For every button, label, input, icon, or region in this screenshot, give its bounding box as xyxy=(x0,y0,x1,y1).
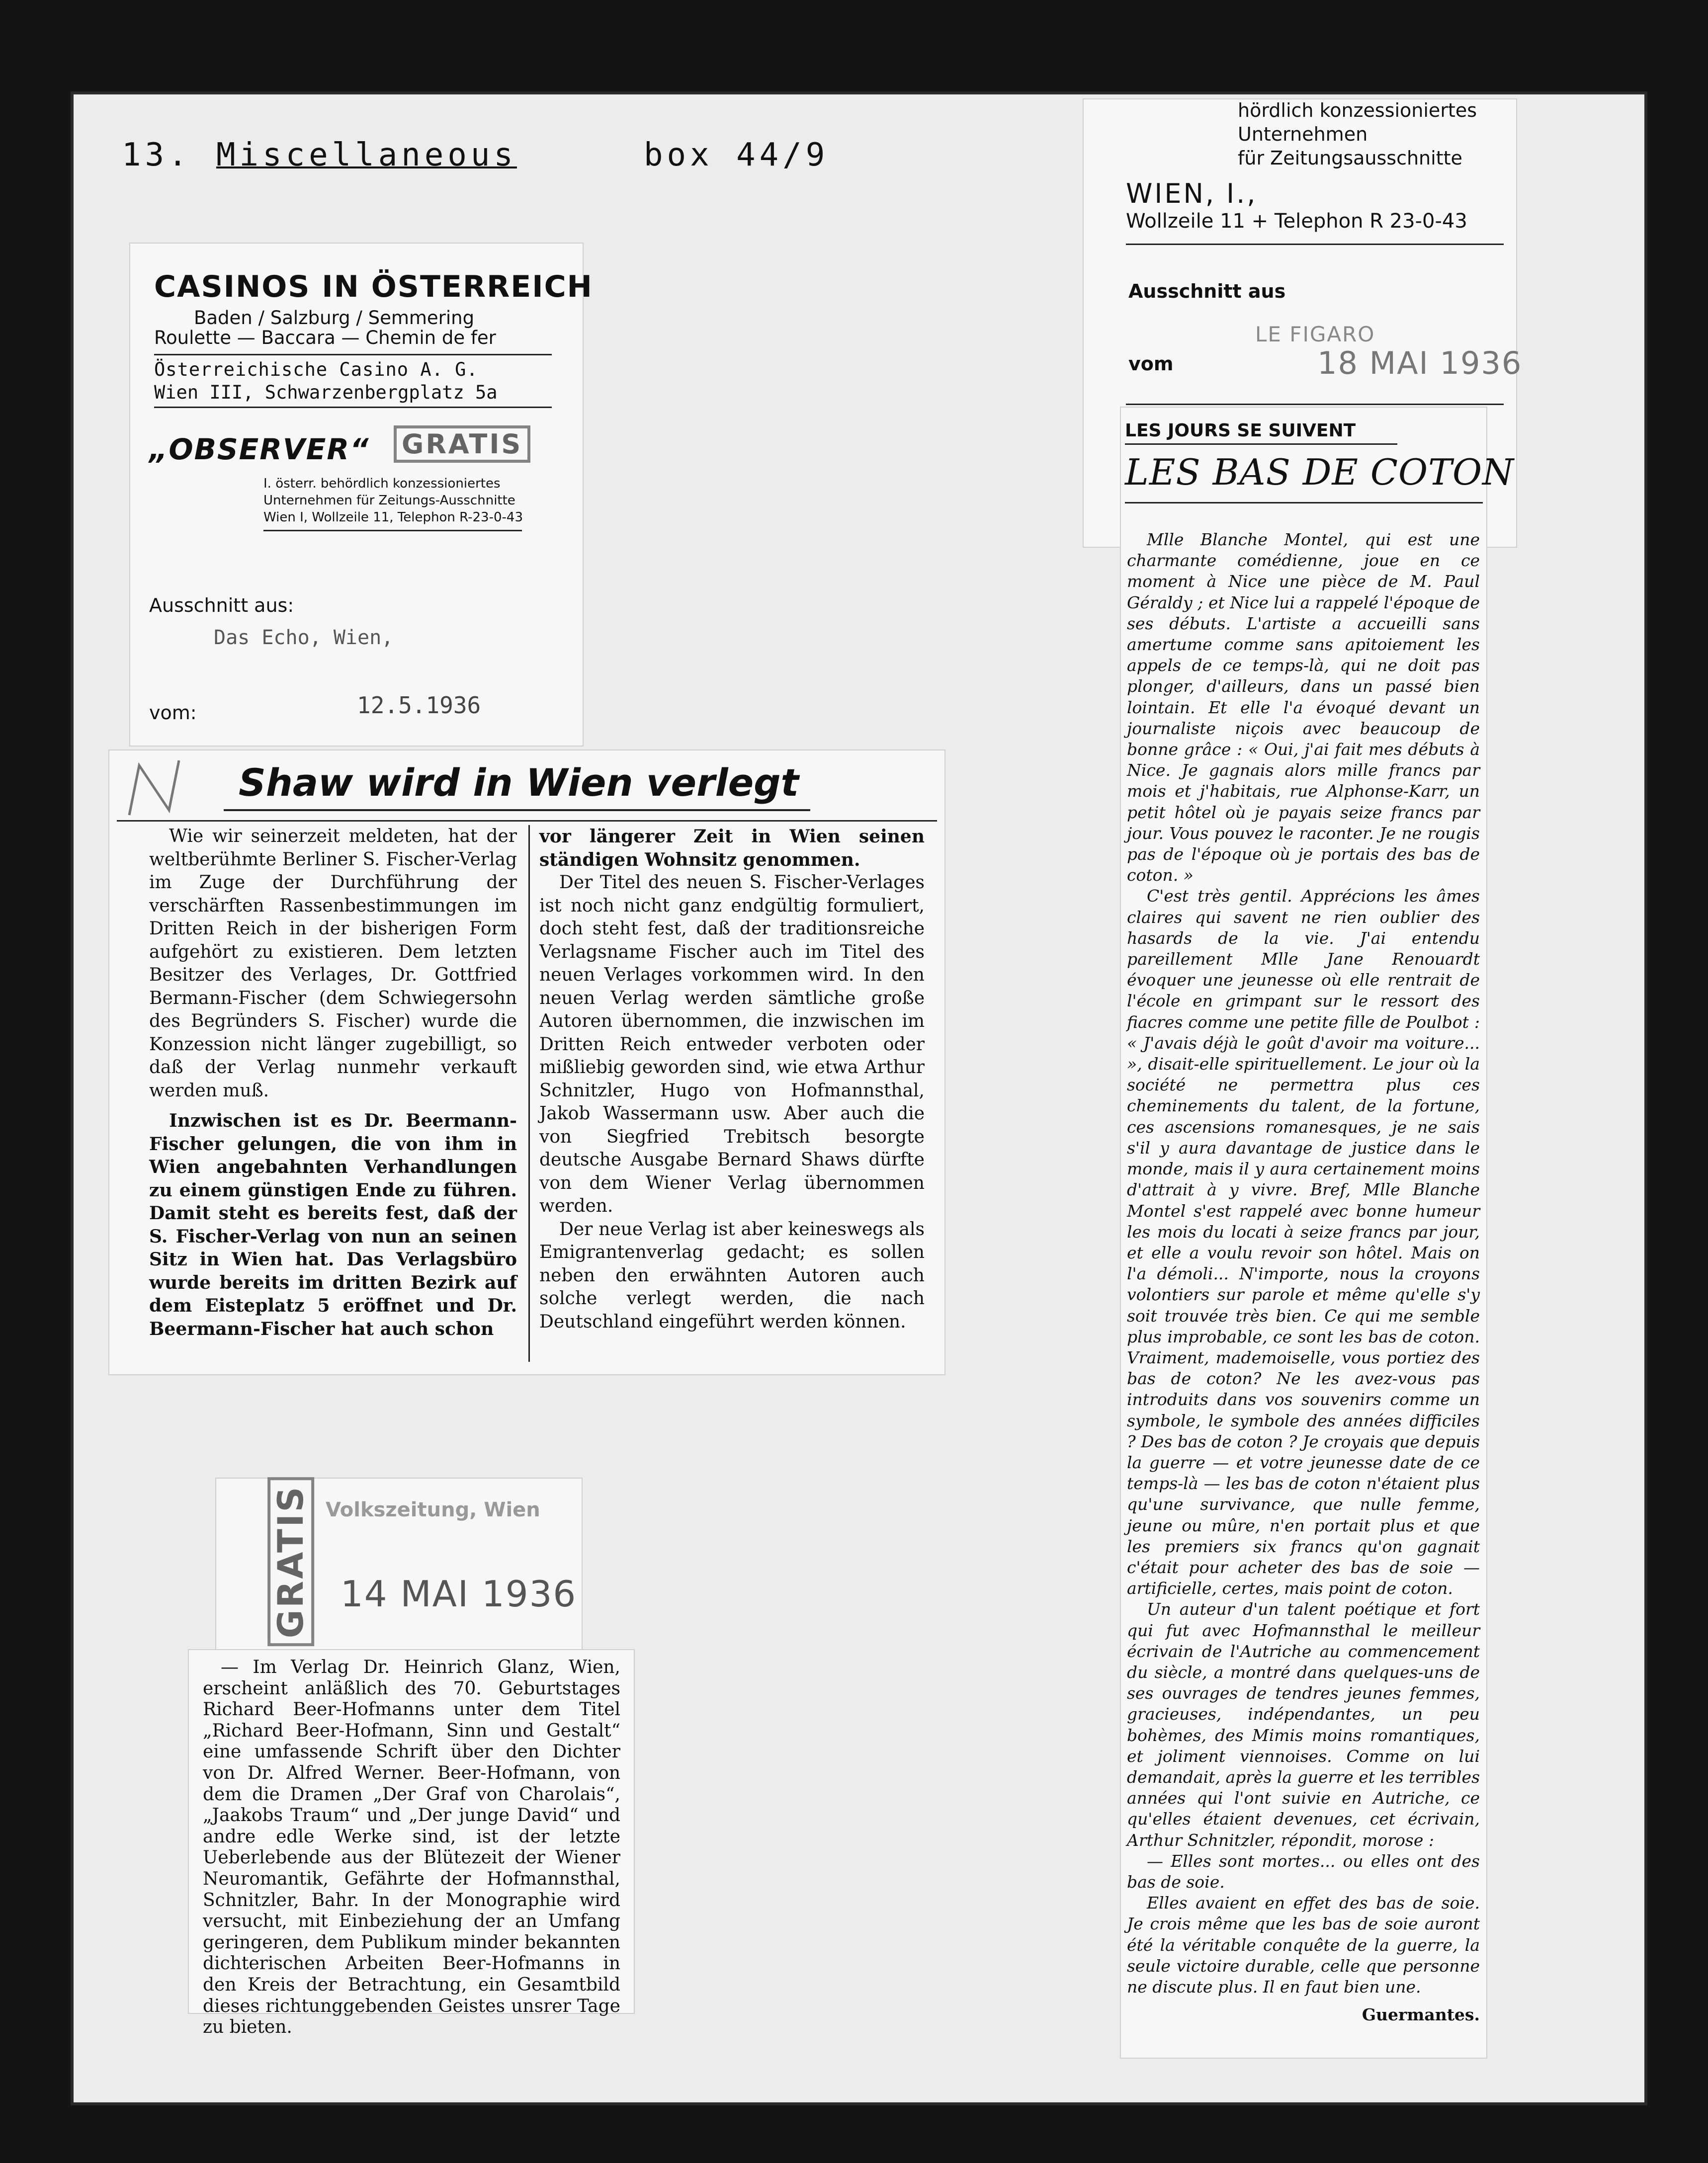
french-signature: Guermantes. xyxy=(1362,2005,1480,2025)
gratis-stamp: GRATIS xyxy=(267,1477,314,1646)
french-paragraph: C'est très gentil. Apprécions les âmes claires qui savent ne rien oublier des hasards de la vie. J'ai entendu pareillement Mlle Jane Renouardt évoquer une jeunesse où elle rentrait de l'école en grimpant sur le ressort des fiacres comme une petite fille de Poulbot : « J'avais déjà le goût d'avoir ma voiture... », disait-elle spirituellement. Le jour où la société ne permettra plus ces cheminements du talent, de la fortune, ces ascensions romanesques, je ne sais s'il y aura davantage de justice dans le monde, mais il y aura certainement moins d'attrait à y vivre. Bref, Mlle Blanche Montel s'est rappelé avec bonne humeur les mois du locati à seize francs par jour, et elle a voulu revoir son hôtel. Mais on l'a démoli... N'importe, nous la croyons volontiers sur parole et même qu'elle s'y soit trouvée très bien. Ce qui me semble plus improbable, ce sont les bas de coton. Vraiment, mademoiselle, vous portiez des bas de coton? Ne les avez-vous pas introduits dans vos souvenirs comme un symbole, le symbole des années difficiles ? Des bas de coton ? Je croyais que depuis la guerre — et votre jeunesse date de ce temps-là — les bas de coton n'étaient plus qu'une survivance, que nulle femme, jeune ou mûre, n'en portait plus et que les premiers six francs qu'on gagnait c'était pour acheter des bas de soie — artificielle, certes, mais point de coton. xyxy=(1127,886,1480,1598)
vom-label: vom xyxy=(1128,353,1174,375)
agency-city: WIEN, I., xyxy=(1126,178,1258,209)
divider xyxy=(1126,404,1504,405)
shaw-paragraph: vor längerer Zeit in Wien seinen ständigen Wohnsitz genommen. xyxy=(539,826,925,870)
agency-line-1: hördlich konzessioniertes xyxy=(1238,99,1477,121)
header-number: 13. xyxy=(122,137,191,173)
observer-line-1: I. österr. behördlich konzessioniertes xyxy=(263,476,501,491)
notice-body xyxy=(203,1657,620,2038)
french-body xyxy=(1127,529,1480,2025)
vom-label: vom: xyxy=(149,702,197,724)
casinos-title: CASINOS IN ÖSTERREICH xyxy=(154,269,593,304)
shaw-paragraph: Der Titel des neuen S. Fischer-Verlages ist noch nicht ganz endgültig formuliert, doch steht fest, daß der traditionsreiche Verlagsname Fischer auch im Titel des neuen Verlages vorkommen wird. In den neuen Verlag werden sämtliche große Autoren übernommen, die inzwischen im Dritten Reich entweder verboten oder mißliebig geworden sind, wie etwa Arthur Schnitzler, Hugo von Hofmannsthal, Jakob Wassermann usw. Aber auch die von Siegfried Trebitsch besorgte deutsche Ausgabe Bernard Shaws dürfte von dem Wiener Verlag übernommen werden. xyxy=(539,872,925,1216)
shaw-title: Shaw wird in Wien verlegt xyxy=(239,760,799,805)
vom-value: 18 MAI 1936 xyxy=(1317,345,1523,381)
divider xyxy=(154,407,552,408)
volks-source: Volkszeitung, Wien xyxy=(326,1498,540,1521)
agency-address: Wollzeile 11 + Telephon R 23-0-43 xyxy=(1126,210,1467,233)
ausschnitt-value: Das Echo, Wien, xyxy=(214,626,394,649)
shaw-paragraph: Inzwischen ist es Dr. Beermann-Fischer gelungen, die von ihm in Wien angebahnten Verhandlungen zu einem günstigen Ende zu führen. Damit steht es bereits fest, daß der S. Fischer-Verlag von nun an seinen Sitz in Wien hat. Das Verlagsbüro wurde bereits im dritten Bezirk auf dem Eisteplatz 5 eröffnet und Dr. Beermann-Fischer hat auch schon xyxy=(149,1110,517,1339)
french-kicker: LES JOURS SE SUIVENT xyxy=(1125,420,1356,441)
casinos-address: Wien III, Schwarzenbergplatz 5a xyxy=(154,382,498,403)
gratis-stamp: GRATIS xyxy=(394,425,530,463)
title-underline xyxy=(224,809,810,811)
divider xyxy=(1125,443,1397,445)
pencil-mark-icon xyxy=(119,755,194,820)
shaw-paragraph: Wie wir seinerzeit meldeten, hat der weltberühmte Berliner S. Fischer-Verlag im Zuge der Durchführung der verschärften Rassenbestimmungen im Dritten Reich in der bisherigen Form aufgehört zu existieren. Dem letzten Besitzer des Verlages, Dr. Gottfried Bermann-Fischer (dem Schwiegersohn des Begründers S. Fischer) wurde die Konzession nicht länger zugebilligt, so daß der Verlag nunmehr verkauft werden muß. xyxy=(149,826,517,1101)
header-box: box 44/9 xyxy=(644,137,829,173)
observer-line-3: Wien I, Wollzeile 11, Telephon R-23-0-43 xyxy=(263,510,523,525)
shaw-column-2 xyxy=(539,825,925,1333)
french-clipping xyxy=(1121,408,1515,2058)
casinos-clipping xyxy=(130,244,593,746)
shaw-column-1 xyxy=(149,825,517,1340)
volks-date: 14 MAI 1936 xyxy=(341,1573,577,1615)
french-title: LES BAS DE COTON xyxy=(1125,451,1515,493)
ausschnitt-label: Ausschnitt aus: xyxy=(149,594,294,616)
divider xyxy=(117,820,937,822)
agency-line-3: für Zeitungsausschnitte xyxy=(1238,147,1462,169)
notice-clipping xyxy=(189,1650,634,2038)
shaw-paragraph: Der neue Verlag ist aber keineswegs als Emigrantenverlag gedacht; es sollen neben den erwähnten Autoren auch solche verlegt werden, die nach Deutschland eingeführt werden können. xyxy=(539,1219,925,1332)
french-paragraph: Elles avaient en effet des bas de soie. Je crois même que les bas de soie auront été la véritable conquête de la guerre, la seule victoire durable, celle que personne ne discute plus. Il en faut bien une. xyxy=(1127,1893,1480,1997)
divider xyxy=(263,530,522,531)
volks-clipping xyxy=(216,1479,582,1650)
column-rule xyxy=(528,825,530,1362)
agency-line-2: Unternehmen xyxy=(1238,123,1368,145)
french-paragraph: Un auteur d'un talent poétique et fort qui fut avec Hofmannsthal le meilleur écrivain de l'Autriche au commencement du siècle, a montré dans quelques-uns de ses ouvrages de tendres jeunes femmes, gracieuses, indépendantes, un peu bohèmes, des Mimis moins romantiques, et joliment viennoises. Comme on lui demandait, après la guerre et les terribles années qui l'ont suivie en Autriche, ce qu'elles étaient devenues, cet écrivain, Arthur Schnitzler, répondit, morose : xyxy=(1127,1599,1480,1850)
shaw-clipping xyxy=(109,750,944,1374)
casinos-games: Roulette — Baccara — Chemin de fer xyxy=(154,327,496,348)
ausschnitt-label: Ausschnitt aus xyxy=(1128,280,1286,302)
observer-line-2: Unternehmen für Zeitungs-Ausschnitte xyxy=(263,493,515,508)
divider xyxy=(1126,244,1504,245)
divider xyxy=(1125,502,1483,503)
casinos-company: Österreichische Casino A. G. xyxy=(154,359,478,380)
casinos-places: Baden / Salzburg / Semmering xyxy=(194,307,475,329)
vom-value: 12.5.1936 xyxy=(357,692,481,719)
notice-text: — Im Verlag Dr. Heinrich Glanz, Wien, erscheint anläßlich des 70. Geburtstages Richard Beer-Hofmanns unter dem Titel „Richard Beer-Hofmann, Sinn und Gestalt“ eine umfassende Schrift über den Dichter von Dr. Alfred Werner. Beer-Hofmann, von dem die Dramen „Der Graf von Charolais“, „Jaakobs Traum“ und „Der junge David“ und andre edle Werke sind, ist der letzte Ueberlebende aus der Blütezeit der Wiener Neuromantik, Gefährte der Hofmannsthal, Schnitzler, Bahr. In der Monographie wird versucht, mit Einbeziehung der an Umfang geringeren, dem Publikum minder bekannten dichterischen Arbeiten Beer-Hofmanns in den Kreis der Betrachtung, ein Gesamtbild dieses richtunggebenden Geistes unsrer Tage zu bieten. xyxy=(203,1657,620,2038)
french-paragraph: — Elles sont mortes... ou elles ont des bas de soie. xyxy=(1127,1851,1480,1892)
ausschnitt-value: LE FIGARO xyxy=(1255,322,1375,346)
header-label: Miscellaneous xyxy=(216,137,517,173)
divider xyxy=(154,354,552,355)
french-paragraph: Mlle Blanche Montel, qui est une charmante comédienne, joue en ce moment à Nice une pièce de M. Paul Géraldy ; et Nice lui a rappelé l'époque de ses débuts. L'artiste a accueilli sans amertume comme sans apitoiement les appels de ce temps-là, qui ne doit pas plonger, d'ailleurs, dans un passé bien lointain. Et elle l'a évoqué devant un journaliste niçois avec beaucoup de bonne grâce : « Oui, j'ai fait mes débuts à Nice. Je gagnais alors mille francs par mois et j'habitais, rue Alphonse-Karr, un petit hôtel où je payais seize francs par jour. Vous pouvez le raconter. Je ne rougis pas de l'époque où je portais des bas de coton. » xyxy=(1127,530,1480,885)
observer-title: „OBSERVER“ xyxy=(149,432,370,466)
